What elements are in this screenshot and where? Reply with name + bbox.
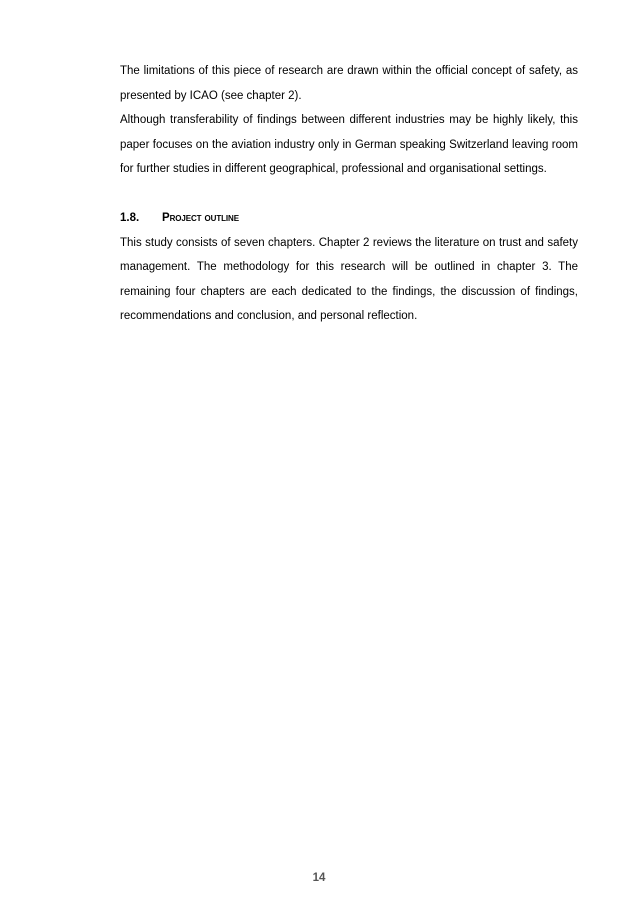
paragraph-limitations: The limitations of this piece of research are drawn within the official concept of safety, as presented by ICAO (see chapter 2). xyxy=(120,65,578,102)
section-number: 1.8. xyxy=(120,211,140,224)
paragraph-transferability: Although transferability of findings between different industries may be highly likely, this paper focuses on the aviation industry only in German speaking Switzerland leaving room for further studies in different geographical, professional and organisational settings. xyxy=(120,114,578,176)
section-heading xyxy=(120,206,578,231)
section-spacer xyxy=(120,182,578,206)
paragraph-project-outline: This study consists of seven chapters. Chapter 2 reviews the literature on trust and safety management. The methodology for this research will be outlined in chapter 3. The remaining four chapters are each dedicated to the findings, the discussion of findings, recommendations and conclusion, and personal reflection. xyxy=(120,236,578,323)
section-title: Project outline xyxy=(162,211,239,224)
page-number: 14 xyxy=(312,872,326,884)
page-content xyxy=(120,59,578,329)
